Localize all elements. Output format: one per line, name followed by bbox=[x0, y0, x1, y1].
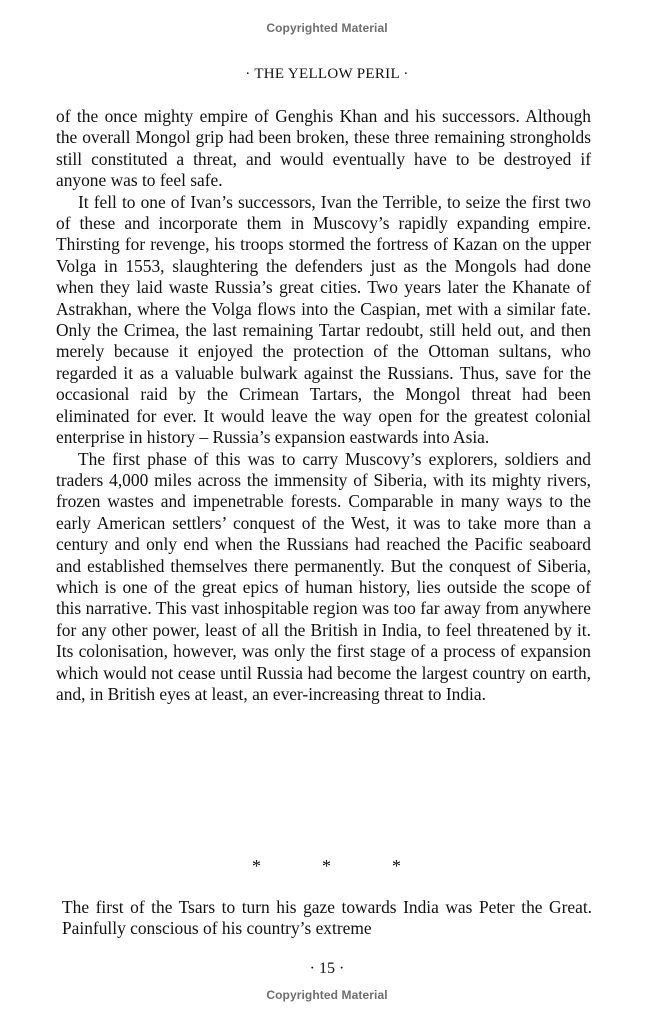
page-number: · 15 · bbox=[309, 960, 345, 977]
section-break-asterisk: * bbox=[252, 856, 261, 876]
paragraph-2: It fell to one of Ivan’s successors, Ivan the Terrible, to seize the first two of these and incorporate them in Muscovy’s rapidly expanding empire. Thirsting for revenge, his troops stormed the fortress of Kazan on the upper Volga in 1553, slaughtering the defenders just as the Mongols had done when they laid waste Russia’s great cities. Two years later the Khanate of Astrakhan, where the Volga flows into the Caspian, met with a similar fate. Only the Crimea, the last remaining Tartar redoubt, still held out, and then merely because it enjoyed the protection of the Ottoman sultans, who regarded it as a valuable bulwark against the Russians. Thus, save for the occasional raid by the Crimean Tartars, the Mongol threat had been eliminated for ever. It would leave the way open for the greatest colonial enterprise in history – Russia’s expansion eastwards into Asia. bbox=[56, 191, 591, 448]
copyright-watermark-top: Copyrighted Material bbox=[266, 21, 388, 35]
paragraph-1: of the once mighty empire of Genghis Khan and his successors. Although the overall Mongol grip had been broken, these three remaining strongholds still constituted a threat, and would eventually have to be destroyed if anyone was to feel safe. bbox=[56, 106, 591, 191]
paragraph-4: The first of the Tsars to turn his gaze towards India was Peter the Great. Painfully conscious of his country’s extreme bbox=[62, 897, 592, 939]
section-break-asterisk: * bbox=[392, 856, 401, 876]
copyright-watermark-bottom: Copyrighted Material bbox=[266, 988, 388, 1002]
body-text bbox=[56, 106, 591, 705]
section-break-asterisk: * bbox=[322, 856, 331, 876]
section-body-text bbox=[62, 897, 592, 940]
running-head: · THE YELLOW PERIL · bbox=[245, 66, 409, 82]
paragraph-3: The first phase of this was to carry Muscovy’s explorers, soldiers and traders 4,000 miles across the immensity of Siberia, with its mighty rivers, frozen wastes and impenetrable forests. Comparable in many ways to the early American settlers’ conquest of the West, it was to take more than a century and only end when the Russians had reached the Pacific seaboard and established themselves there permanently. But the conquest of Siberia, which is one of the great epics of human history, lies outside the scope of this narrative. This vast inhospitable region was too far away from anywhere for any other power, least of all the British in India, to feel threatened by it. Its colonisation, however, was only the first stage of a process of expansion which would not cease until Russia had become the largest country on earth, and, in British eyes at least, an ever-increasing threat to India. bbox=[56, 448, 591, 704]
